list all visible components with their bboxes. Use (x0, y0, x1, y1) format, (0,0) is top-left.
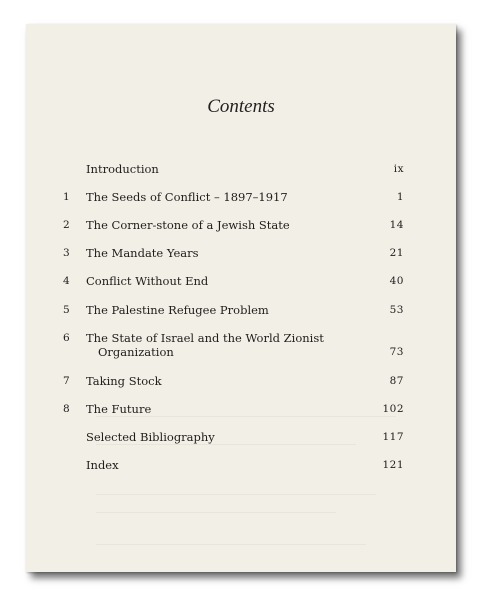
page-show-through (96, 416, 396, 417)
chapter-title-continued: Organization (98, 345, 174, 359)
chapter-title: The Mandate Years (86, 246, 199, 260)
page-number: 87 (389, 375, 404, 387)
chapter-title: Conflict Without End (86, 274, 209, 288)
page-number: 121 (382, 459, 404, 471)
page-number: 1 (396, 191, 404, 203)
chapter-title: Introduction (86, 162, 159, 176)
chapter-title: The State of Israel and the World Zionist (86, 331, 324, 345)
contents-title: Contents (207, 96, 275, 117)
chapter-number: 4 (63, 275, 70, 287)
chapter-title: The Palestine Refugee Problem (86, 303, 269, 317)
book-page (26, 24, 456, 572)
chapter-title: The Future (86, 402, 152, 416)
page-show-through (96, 494, 376, 495)
chapter-number: 7 (63, 375, 70, 387)
page-number: 102 (382, 403, 404, 415)
chapter-title: Taking Stock (86, 374, 162, 388)
page-number: 117 (382, 431, 404, 443)
table-of-contents (26, 24, 456, 572)
page-number: 73 (389, 346, 404, 358)
page-show-through (96, 512, 336, 513)
chapter-number: 1 (63, 191, 70, 203)
page-number: ix (393, 163, 404, 175)
chapter-title: The Corner-stone of a Jewish State (86, 218, 290, 232)
chapter-title: Index (86, 458, 119, 472)
chapter-number: 5 (63, 304, 70, 316)
chapter-number: 8 (63, 403, 70, 415)
page-number: 40 (389, 275, 404, 287)
chapter-number: 6 (63, 332, 70, 344)
page-number: 21 (389, 247, 404, 259)
chapter-number: 3 (63, 247, 70, 259)
page-number: 14 (389, 219, 404, 231)
page-show-through (96, 444, 356, 445)
chapter-number: 2 (63, 219, 70, 231)
page-show-through (96, 544, 366, 545)
chapter-title: The Seeds of Conflict – 1897–1917 (86, 190, 288, 204)
chapter-title: Selected Bibliography (86, 430, 215, 444)
page-number: 53 (389, 304, 404, 316)
